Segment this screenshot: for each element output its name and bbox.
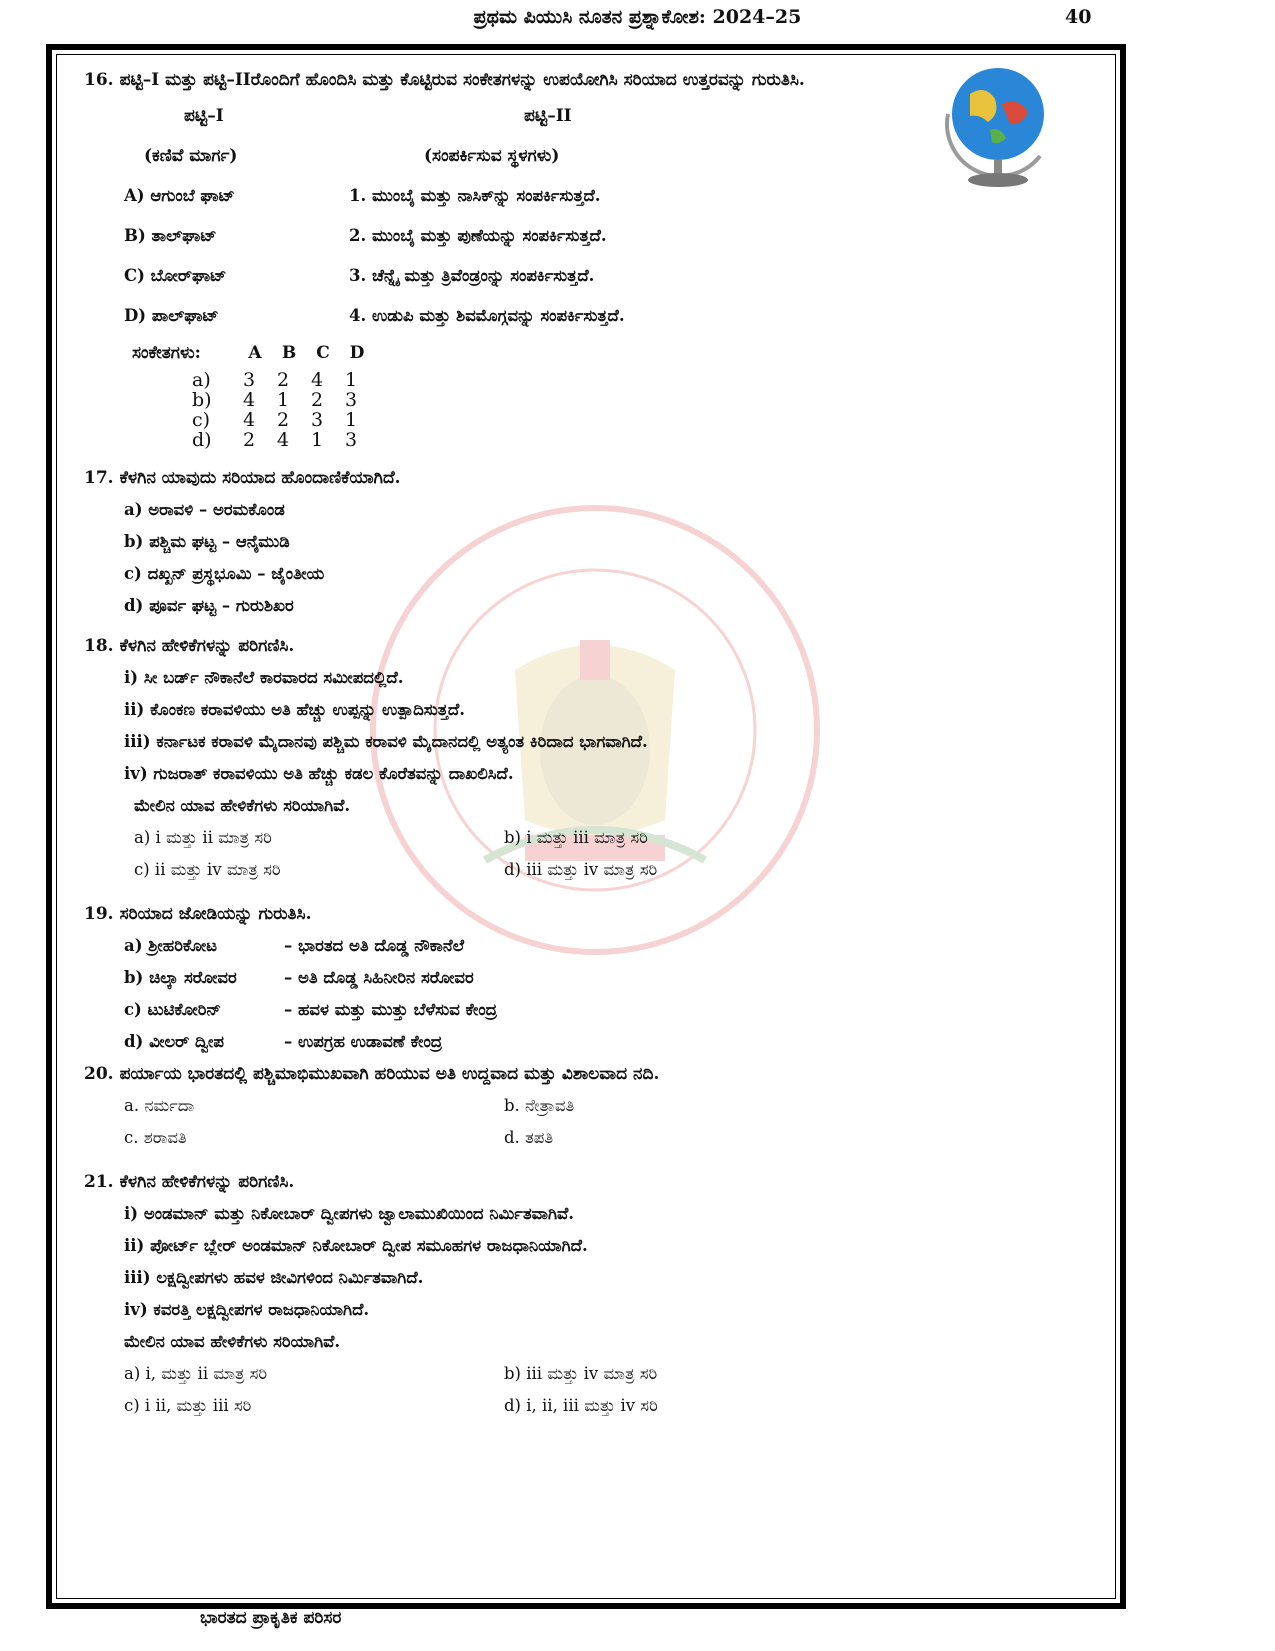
pair-right: – ಉಪಗ್ರಹ ಉಡಾವಣೆ ಕೇಂದ್ರ [284, 1032, 443, 1051]
answer-option[interactable]: b) ಪಶ್ಚಿಮ ಘಟ್ಟ – ಆನೈಮುಡಿ [124, 532, 290, 551]
statement-prompt: ಮೇಲಿನ ಯಾವ ಹೇಳಿಕೆಗಳು ಸರಿಯಾಗಿವೆ. [134, 796, 351, 815]
answer-options-row [84, 854, 1094, 886]
codes-column: A [248, 343, 262, 363]
question-number: 21. [84, 1172, 114, 1192]
list-1-item: C) ಬೋರ್‌ಘಾಟ್ [124, 266, 227, 285]
answer-option[interactable]: d. ತಪತಿ [504, 1128, 554, 1147]
answer-options-row [84, 1090, 1094, 1122]
answer-option[interactable] [84, 1026, 1094, 1058]
statement: iii) ಲಕ್ಷದ್ವೀಪಗಳು ಹವಳ ಜೀವಿಗಳಿಂದ ನಿರ್ಮಿತವಾಗಿದೆ. [124, 1268, 424, 1287]
code-value: 4 [242, 389, 256, 411]
option-key: b) [192, 389, 212, 411]
statement: iii) ಕರ್ನಾಟಕ ಕರಾವಳಿ ಮೈದಾನವು ಪಶ್ಚಿಮ ಕರಾವಳಿ ಮೈದಾನದಲ್ಲಿ ಅತ್ಯಂತ ಕಿರಿದಾದ ಭಾಗವಾಗಿದೆ. [124, 732, 648, 751]
code-value: 1 [344, 369, 358, 391]
statement: iv) ಕವರತ್ತಿ ಲಕ್ಷದ್ವೀಪಗಳ ರಾಜಧಾನಿಯಾಗಿದೆ. [124, 1300, 370, 1319]
codes-row[interactable] [192, 430, 368, 450]
code-value: 4 [276, 429, 290, 451]
match-row [84, 176, 1094, 216]
answer-option[interactable]: a) ಅರಾವಳಿ – ಅರಮಕೊಂಡ [124, 500, 285, 519]
option-key: a) [192, 369, 211, 391]
page-footer: ಭಾರತದ ಪ್ರಾಕೃತಿಕ ಪರಿಸರ [200, 1608, 342, 1628]
question-19 [84, 898, 1094, 1058]
question-number: 19. [84, 904, 114, 924]
question-number: 17. [84, 468, 114, 488]
list-2-title: ಪಟ್ಟಿ–II [524, 106, 572, 126]
answer-option[interactable]: b. ನೇತ್ರಾವತಿ [504, 1096, 575, 1115]
codes-table [192, 370, 368, 450]
answer-option[interactable] [84, 994, 1094, 1026]
statement: i) ಅಂಡಮಾನ್ ಮತ್ತು ನಿಕೋಬಾರ್ ದ್ವೀಪಗಳು ಜ್ವಾಲಾಮುಖಿಯಿಂದ ನಿರ್ಮಿತವಾಗಿವೆ. [124, 1204, 575, 1223]
question-number: 16. [84, 70, 114, 90]
list-1-item: A) ಆಗುಂಬೆ ಘಾಟ್ [124, 186, 235, 205]
code-value: 3 [242, 369, 256, 391]
codes-label: ಸಂಕೇತಗಳು: [132, 343, 201, 363]
page-number: 40 [1065, 6, 1092, 28]
answer-option[interactable] [84, 962, 1094, 994]
codes-column: B [281, 343, 297, 363]
codes-row[interactable] [192, 410, 368, 430]
pair-right: – ಹವಳ ಮತ್ತು ಮುತ್ತು ಬೆಳೆಸುವ ಕೇಂದ್ರ [284, 1000, 498, 1019]
list-1-subtitle: (ಕಣಿವೆ ಮಾರ್ಗ) [144, 146, 238, 166]
list-2-item: 3. ಚೆನ್ನೈ ಮತ್ತು ತ್ರಿವೆಂಡ್ರಂನ್ನು ಸಂಪರ್ಕಿಸುತ್ತದೆ. [349, 266, 595, 285]
question-20 [84, 1058, 1094, 1154]
code-value: 1 [344, 409, 358, 431]
code-value: 3 [310, 409, 324, 431]
answer-option[interactable]: a) i, ಮತ್ತು ii ಮಾತ್ರ ಸರಿ [124, 1364, 268, 1383]
answer-option[interactable]: c) i ii, ಮತ್ತು iii ಸರಿ [124, 1396, 252, 1415]
question-21 [84, 1166, 1094, 1422]
option-key: c) [192, 409, 211, 431]
answer-option[interactable]: b) i ಮತ್ತು iii ಮಾತ್ರ ಸರಿ [504, 828, 648, 847]
statement: ii) ಪೋರ್ಟ್ ಬ್ಲೇರ್ ಅಂಡಮಾನ್ ನಿಕೋಬಾರ್ ದ್ವೀಪ ಸಮೂಹಗಳ ರಾಜಧಾನಿಯಾಗಿದೆ. [124, 1236, 588, 1255]
answer-option[interactable]: a. ನರ್ಮದಾ [124, 1096, 195, 1115]
match-list-titles [84, 96, 1094, 136]
answer-option[interactable]: c. ಶರಾವತಿ [124, 1128, 187, 1147]
answer-options-row [84, 1122, 1094, 1154]
statement: i) ಸೀ ಬರ್ಡ್ ನೌಕಾನೆಲೆ ಕಾರವಾರದ ಸಮೀಪದಲ್ಲಿದೆ. [124, 668, 404, 687]
list-1-title: ಪಟ್ಟಿ–I [184, 106, 224, 126]
pair-left: b) ಚಿಲ್ಕಾ ಸರೋವರ [124, 968, 237, 987]
list-2-subtitle: (ಸಂಪರ್ಕಿಸುವ ಸ್ಥಳಗಳು) [424, 146, 560, 166]
code-value: 2 [276, 369, 290, 391]
question-number: 20. [84, 1064, 114, 1084]
question-text: ಸರಿಯಾದ ಜೋಡಿಯನ್ನು ಗುರುತಿಸಿ. [119, 904, 312, 924]
list-2-item: 2. ಮುಂಬೈ ಮತ್ತು ಪುಣೆಯನ್ನು ಸಂಪರ್ಕಿಸುತ್ತದೆ. [349, 226, 607, 245]
pair-left: a) ಶ್ರೀಹರಿಕೋಟ [124, 936, 218, 955]
question-content [84, 64, 1094, 1422]
pair-left: d) ವೀಲರ್ ದ್ವೀಪ [124, 1032, 224, 1051]
answer-option[interactable]: c) ದಖ್ಖನ್ ಪ್ರಸ್ಥಭೂಮಿ – ಜೈಂತೀಯ [124, 564, 325, 583]
code-value: 2 [242, 429, 256, 451]
answer-option[interactable]: d) iii ಮತ್ತು iv ಮಾತ್ರ ಸರಿ [504, 860, 658, 879]
question-17 [84, 462, 1094, 622]
answer-option[interactable]: d) ಪೂರ್ವ ಘಟ್ಟ – ಗುರುಶಿಖರ [124, 596, 294, 615]
codes-column: C [316, 343, 330, 363]
answer-option[interactable]: d) i, ii, iii ಮತ್ತು iv ಸರಿ [504, 1396, 658, 1415]
pair-right: – ಅತಿ ದೊಡ್ಡ ಸಿಹಿನೀರಿನ ಸರೋವರ [284, 968, 474, 987]
question-text: ಪಟ್ಟಿ–I ಮತ್ತು ಪಟ್ಟಿ–IIರೊಂದಿಗೆ ಹೊಂದಿಸಿ ಮತ್ತು ಕೊಟ್ಟಿರುವ ಸಂಕೇತಗಳನ್ನು ಉಪಯೋಗಿಸಿ ಸರಿಯಾದ ಉತ್ತರವನ್ನು ಗುರುತಿಸಿ. [119, 70, 805, 90]
match-row [84, 256, 1094, 296]
question-text: ಕೆಳಗಿನ ಯಾವುದು ಸರಿಯಾದ ಹೊಂದಾಣಿಕೆಯಾಗಿದೆ. [119, 468, 401, 488]
pair-left: c) ಟುಟಿಕೋರಿನ್ [124, 1000, 221, 1019]
answer-option[interactable]: a) i ಮತ್ತು ii ಮಾತ್ರ ಸರಿ [134, 828, 272, 847]
code-value: 4 [310, 369, 324, 391]
list-2-item: 1. ಮುಂಬೈ ಮತ್ತು ನಾಸಿಕ್‌ನ್ನು ಸಂಪರ್ಕಿಸುತ್ತದೆ. [349, 186, 601, 205]
answer-option[interactable] [84, 930, 1094, 962]
list-1-item: B) ತಾಲ್‌ಘಾಟ್ [124, 226, 217, 245]
question-text: ಕೆಳಗಿನ ಹೇಳಿಕೆಗಳನ್ನು ಪರಿಗಣಿಸಿ. [119, 636, 295, 656]
match-list-subtitles [84, 136, 1094, 176]
codes-header [84, 336, 1094, 370]
question-number: 18. [84, 636, 114, 656]
question-16 [84, 64, 1094, 450]
list-1-item: D) ಪಾಲ್‌ಘಾಟ್ [124, 306, 219, 325]
codes-row[interactable] [192, 370, 368, 390]
match-row [84, 216, 1094, 256]
codes-column: D [349, 343, 365, 363]
statement-prompt: ಮೇಲಿನ ಯಾವ ಹೇಳಿಕೆಗಳು ಸರಿಯಾಗಿವೆ. [124, 1332, 341, 1351]
statement: iv) ಗುಜರಾತ್ ಕರಾವಳಿಯು ಅತಿ ಹೆಚ್ಚು ಕಡಲ ಕೊರೆತವನ್ನು ದಾಖಲಿಸಿದೆ. [124, 764, 514, 783]
code-value: 2 [276, 409, 290, 431]
match-row [84, 296, 1094, 336]
option-key: d) [192, 429, 212, 451]
code-value: 1 [276, 389, 290, 411]
answer-options-row [84, 1390, 1094, 1422]
answer-option[interactable]: c) ii ಮತ್ತು iv ಮಾತ್ರ ಸರಿ [134, 860, 281, 879]
code-value: 3 [344, 389, 358, 411]
answer-options-row [84, 822, 1094, 854]
page-header-title: ಪ್ರಥಮ ಪಿಯುಸಿ ನೂತನ ಪ್ರಶ್ನಾಕೋಶ: 2024–25 [473, 6, 802, 28]
pair-right: – ಭಾರತದ ಅತಿ ದೊಡ್ಡ ನೌಕಾನೆಲೆ [284, 936, 465, 955]
statement: ii) ಕೊಂಕಣ ಕರಾವಳಿಯು ಅತಿ ಹೆಚ್ಚು ಉಪ್ಪನ್ನು ಉತ್ಪಾದಿಸುತ್ತದೆ. [124, 700, 465, 719]
question-text: ಪರ್ಯಾಯ ಭಾರತದಲ್ಲಿ ಪಶ್ಚಿಮಾಭಿಮುಖವಾಗಿ ಹರಿಯುವ ಅತಿ ಉದ್ದವಾದ ಮತ್ತು ವಿಶಾಲವಾದ ನದಿ. [119, 1064, 660, 1084]
code-value: 4 [242, 409, 256, 431]
code-value: 2 [310, 389, 324, 411]
question-text: ಕೆಳಗಿನ ಹೇಳಿಕೆಗಳನ್ನು ಪರಿಗಣಿಸಿ. [119, 1172, 295, 1192]
answer-options-row [84, 1358, 1094, 1390]
code-value: 3 [344, 429, 358, 451]
question-18 [84, 630, 1094, 886]
code-value: 1 [310, 429, 324, 451]
list-2-item: 4. ಉಡುಪಿ ಮತ್ತು ಶಿವಮೊಗ್ಗವನ್ನು ಸಂಪರ್ಕಿಸುತ್ತದೆ. [349, 306, 625, 325]
codes-row[interactable] [192, 390, 368, 410]
answer-option[interactable]: b) iii ಮತ್ತು iv ಮಾತ್ರ ಸರಿ [504, 1364, 658, 1383]
